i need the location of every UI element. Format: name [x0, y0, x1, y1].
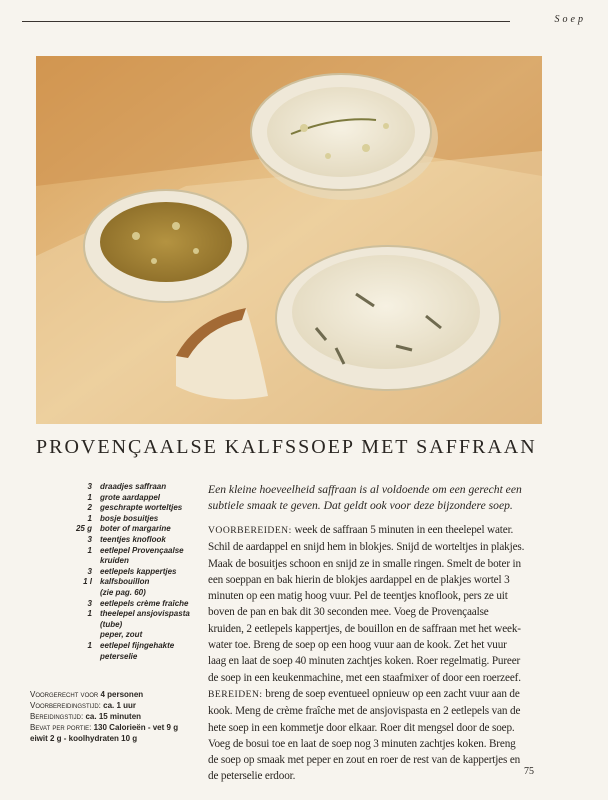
cook-time-label: Bereidingstijd:	[30, 712, 84, 721]
ingredient-row	[38, 609, 198, 630]
cook-text: de soep op smaak met peper en zout en roer de rest van de kappertjes en	[208, 754, 521, 767]
ingredient-row	[38, 535, 198, 546]
ingredient-quantity: 1	[87, 640, 92, 650]
ingredient-line: bosje bosuitjes	[100, 513, 159, 523]
ingredient-row	[38, 524, 198, 535]
cook-section	[208, 686, 538, 785]
ingredient-name	[100, 577, 198, 598]
cook-line	[208, 720, 538, 736]
ingredient-row	[38, 630, 198, 641]
prepare-section	[208, 522, 538, 686]
ingredient-row	[38, 641, 198, 662]
ingredient-line: grote aardappel	[100, 492, 161, 502]
ingredient-quantity: 1	[87, 492, 92, 502]
ingredient-row	[38, 482, 198, 493]
cook-text: Voeg de bosui toe en laat de soep nog 3 minuten zachtjes koken. Breng	[208, 737, 516, 750]
ingredient-quantity: 3	[87, 598, 92, 608]
cook-line	[208, 686, 538, 703]
prep-time-value: ca. 1 uur	[103, 701, 137, 710]
cook-text: hete soep in een kommetje door elkaar. Roer dit mengsel door de soep.	[208, 721, 515, 734]
serves-value: 4 personen	[100, 690, 144, 699]
ingredient-line: draadjes saffraan	[100, 482, 167, 491]
prep-time-label: Voorbereidingstijd:	[30, 701, 101, 710]
prepare-text: boven de pan en bak dit 30 seconden mee. Voeg de Provençaalse	[208, 606, 489, 619]
prepare-line	[208, 539, 538, 555]
ingredient-name	[100, 493, 198, 504]
cook-line	[208, 752, 538, 768]
ingredient-line: eetlepels crème fraîche	[100, 598, 189, 608]
ingredient-quantity: 2	[87, 503, 92, 513]
ingredient-quantity: 3	[87, 482, 92, 491]
ingredient-line: teentjes knoflook	[100, 534, 166, 544]
ingredient-quantity	[38, 630, 100, 641]
ingredient-name	[100, 546, 198, 567]
ingredient-quantity: 3	[87, 534, 92, 544]
prep-time-row	[30, 700, 205, 711]
prepare-line	[208, 522, 538, 539]
cook-time-row	[30, 711, 205, 722]
ingredient-line: peterselie	[100, 651, 138, 661]
prepare-line	[208, 621, 538, 637]
ingredient-line: eetlepels kappertjes	[100, 566, 177, 576]
recipe-intro: Een kleine hoeveelheid saffraan is al voldoende om een gerecht een subtiele smaak te geven. Dat geldt ook voor deze bijzondere soep.	[208, 483, 522, 512]
ingredient-line: (zie pag. 60)	[100, 587, 146, 597]
cook-line	[208, 768, 538, 784]
ingredient-row	[38, 493, 198, 504]
ingredient-line: eetlepel Provençaalse	[100, 545, 184, 555]
ingredient-name	[100, 609, 198, 630]
prepare-text: week de saffraan 5 minuten in een theelepel water.	[294, 524, 514, 536]
ingredient-name	[100, 514, 198, 525]
prepare-line	[208, 556, 538, 572]
ingredient-line: theelepel ansjovispasta	[100, 609, 190, 619]
ingredient-name	[100, 482, 198, 493]
cook-label: BEREIDEN:	[208, 688, 263, 700]
prepare-line	[208, 653, 538, 669]
method-text	[208, 522, 538, 785]
cook-line	[208, 736, 538, 752]
serves-label: Voorgerecht voor	[30, 690, 99, 699]
recipe-meta	[30, 689, 205, 744]
prepare-text: een soeppan en bak hierin de blokjes aardappel en de plakjes wortel 3	[208, 573, 510, 586]
ingredient-line: geschrapte worteltjes	[100, 503, 183, 513]
page-number: 75	[524, 766, 534, 777]
ingredient-name	[100, 503, 198, 514]
serves-row	[30, 689, 205, 700]
ingredient-row	[38, 577, 198, 598]
ingredient-row	[38, 546, 198, 567]
ingredient-line: kruiden	[100, 556, 129, 566]
cook-time-value: ca. 15 minuten	[85, 712, 142, 721]
prepare-text: minuten op een matig hoog vuur. Pel de teentjes knoflook, pers ze uit	[208, 590, 508, 603]
nutrition-value: 130 Calorieën - vet 9 g	[93, 723, 179, 732]
cook-line	[208, 703, 538, 719]
nutrition-row	[30, 722, 205, 733]
ingredient-quantity: 25 g	[75, 524, 92, 534]
prepare-text: kruiden, 2 eetlepels kappertjes, de bouillon en de saffraan met het week-	[208, 622, 521, 635]
cook-text: breng de soep eventueel opnieuw op een zacht vuur aan de	[265, 687, 520, 700]
prepare-text: water toe. Breng de soep op een hoog vuur aan de kook. Zet het vuur	[208, 639, 507, 652]
ingredient-line: eetlepel fijngehakte	[100, 640, 175, 650]
prepare-text: laag en laat de soep 40 minuten zachtjes koken. Roer regelmatig. Pureer	[208, 655, 521, 668]
ingredient-quantity: 1	[87, 545, 92, 555]
ingredient-line: kalfsbouillon	[100, 577, 150, 587]
prepare-line	[208, 670, 538, 686]
section-label: Soep	[554, 14, 586, 25]
prepare-text: de soep in een keukenmachine, met een staafmixer of door een roerzeef.	[208, 671, 521, 684]
recipe-photo	[36, 56, 542, 424]
ingredient-name	[100, 535, 198, 546]
ingredient-list	[38, 482, 198, 662]
cook-text: kook. Meng de crème fraîche met de ansjovispasta en 2 eetlepels van de	[208, 705, 521, 718]
prepare-line	[208, 572, 538, 588]
prepare-label: VOORBEREIDEN:	[208, 525, 292, 536]
prepare-text: Maak de bosuitjes schoon en snijd ze in smalle ringen. Smelt de boter in	[208, 557, 521, 570]
ingredient-row	[38, 567, 198, 578]
recipe-title: PROVENÇAALSE KALFSSOEP MET SAFFRAAN	[36, 436, 537, 458]
ingredient-name	[100, 630, 198, 641]
prepare-line	[208, 604, 538, 620]
prepare-text: Schil de aardappel en snijd hem in blokjes. Snijd de worteltjes in plakjes.	[208, 541, 525, 554]
ingredient-line: peper, zout	[100, 630, 143, 640]
ingredient-line: boter of margarine	[100, 524, 171, 534]
ingredient-quantity: 1 l	[83, 577, 92, 587]
nutrition-value-2: eiwit 2 g - koolhydraten 10 g	[30, 734, 138, 743]
ingredient-line: (tube)	[100, 619, 123, 629]
prepare-line	[208, 588, 538, 604]
ingredient-row	[38, 514, 198, 525]
cook-text: de peterselie erdoor.	[208, 770, 296, 783]
ingredient-name	[100, 641, 198, 662]
ingredient-row	[38, 599, 198, 610]
soup-bowls-illustration	[36, 56, 542, 424]
ingredient-quantity: 1	[87, 609, 92, 619]
ingredient-name	[100, 567, 198, 578]
ingredient-quantity: 3	[87, 566, 92, 576]
ingredient-quantity: 1	[87, 513, 92, 523]
prepare-line	[208, 637, 538, 653]
header-rule	[22, 21, 510, 22]
nutrition-label: Bevat per portie:	[30, 723, 92, 732]
ingredient-name	[100, 599, 198, 610]
ingredient-name	[100, 524, 198, 535]
ingredient-row	[38, 503, 198, 514]
